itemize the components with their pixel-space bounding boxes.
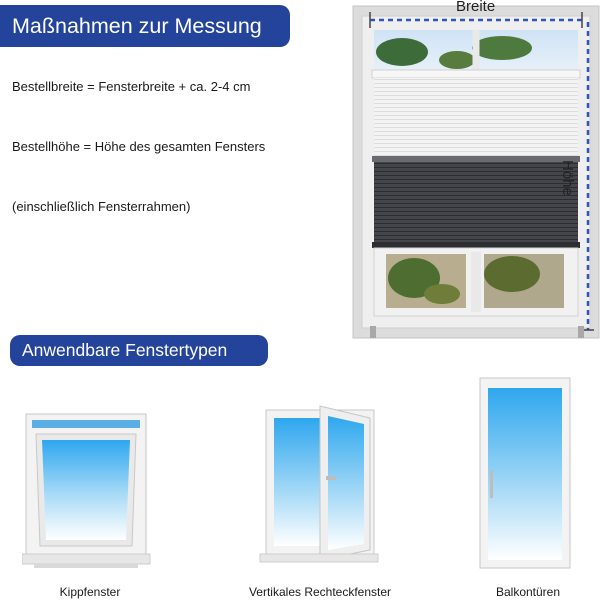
window-types-heading-text: Anwendbare Fenstertypen: [22, 340, 228, 360]
measurement-heading-text: Maßnahmen zur Messung: [12, 13, 262, 38]
tilt-window-icon: [22, 408, 152, 570]
window-types-heading: [10, 335, 268, 366]
order-height-text: Bestellhöhe = Höhe des gesamten Fensters: [12, 139, 266, 154]
order-height-note: (einschließlich Fensterrahmen): [12, 199, 191, 214]
caption-tilt-window: Kippfenster: [59, 585, 121, 599]
caption-balcony-door: Balkontüren: [495, 585, 561, 599]
vertical-rectangle-window-icon: [258, 400, 384, 566]
caption-vertical-rectangle-window: Vertikales Rechteckfenster: [248, 585, 392, 599]
height-dimension-label: Höhe: [559, 160, 576, 196]
balcony-door-icon: [478, 376, 574, 572]
measurement-heading: [0, 5, 290, 47]
order-width-text: Bestellbreite = Fensterbreite + ca. 2-4 cm: [12, 79, 251, 94]
width-dimension-label: Breite: [456, 0, 496, 15]
